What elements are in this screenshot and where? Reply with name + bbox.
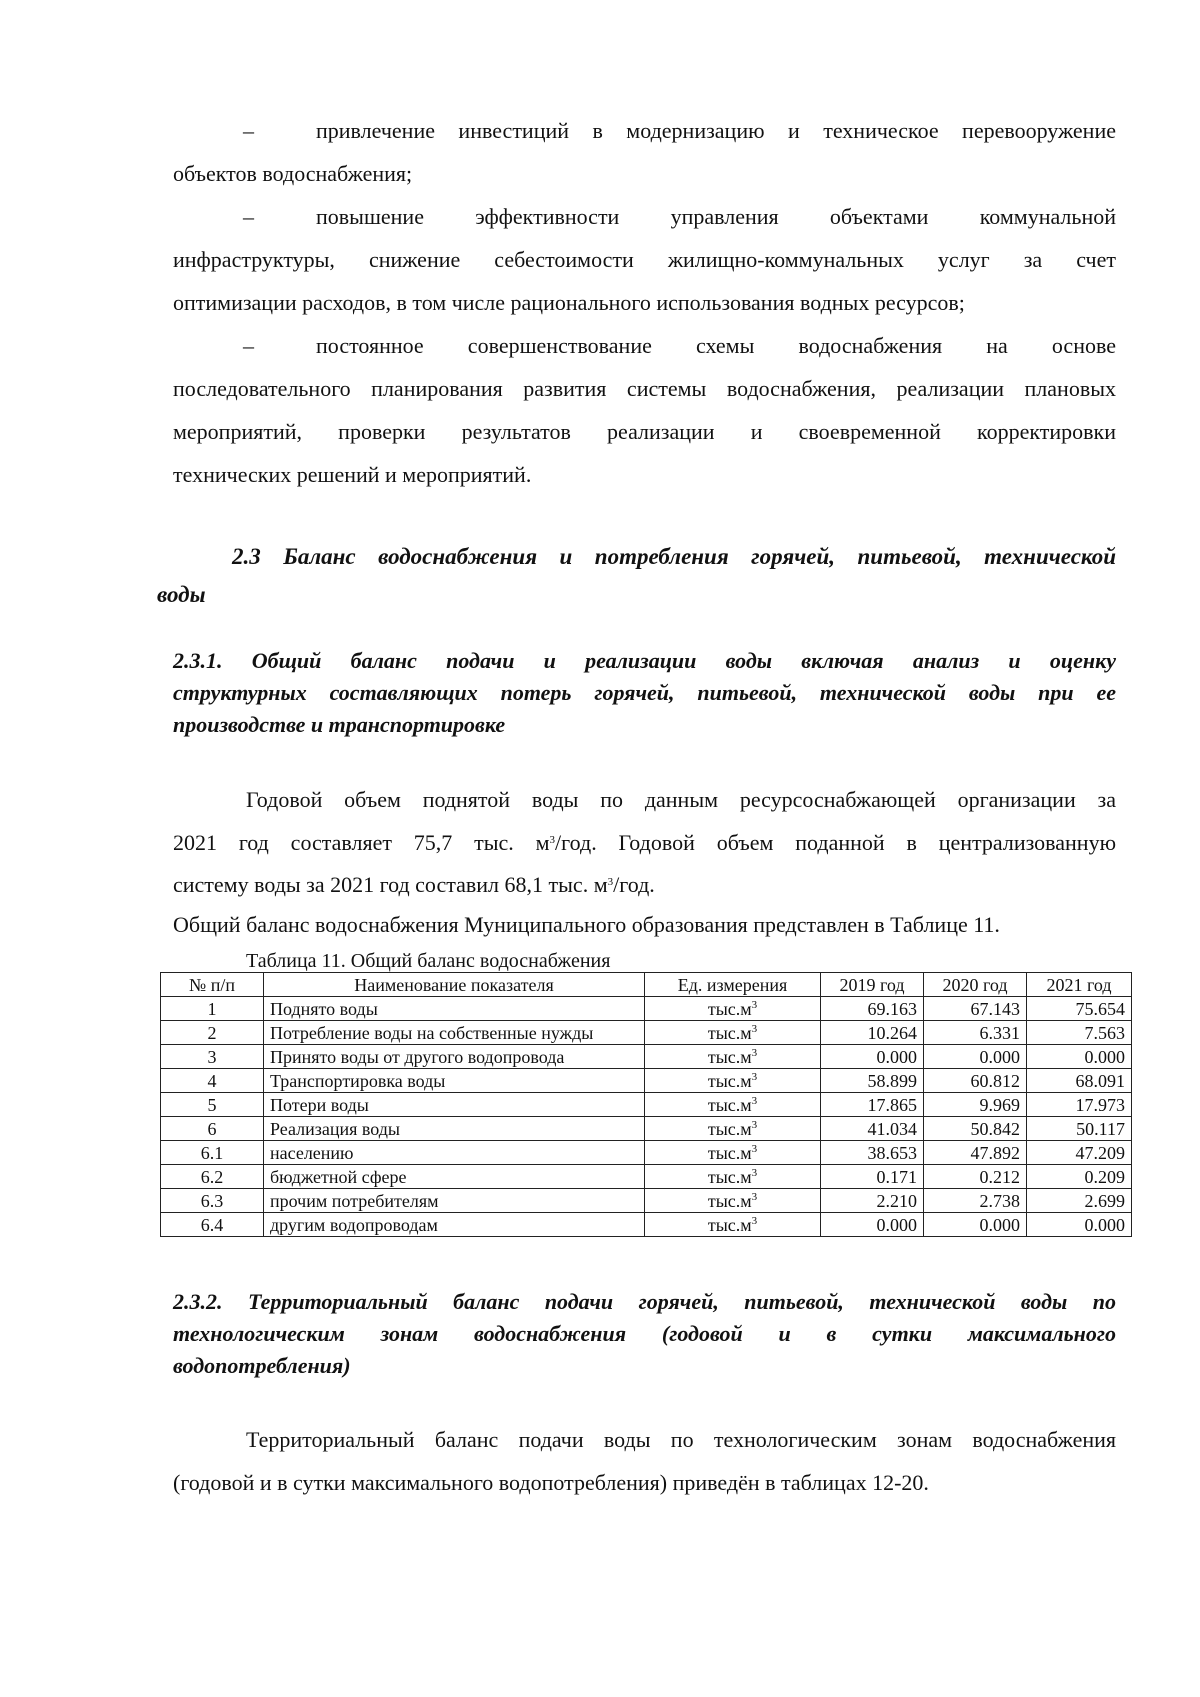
paragraph-1-line: Годовой объем поднятой воды по данным ресурсоснабжающей организации за — [246, 787, 1116, 812]
indicator-name-cell: Поднято воды — [264, 997, 645, 1021]
value-2020-cell: 6.331 — [924, 1021, 1027, 1045]
value-2019-cell: 69.163 — [821, 997, 924, 1021]
paragraph-1-line: 2021 год составляет 75,7 тыс. $м^3$/год. Годовой объем поданной в централизованную — [173, 830, 1116, 855]
bullet-1-continuation: объектов водоснабжения; — [173, 161, 413, 186]
unit-cell: $тыс.м^3$ — [645, 1021, 821, 1045]
value-2020-cell: 0.000 — [924, 1213, 1027, 1237]
table-caption: Таблица 11. Общий баланс водоснабжения — [246, 950, 611, 972]
bullet-1-text: привлечение инвестиций в модернизацию и техническое перевооружение — [316, 118, 1116, 143]
balance-table — [160, 972, 1132, 1237]
section-2-3-2-heading-cont: водопотребления) — [173, 1353, 351, 1378]
bullet-dash: – — [243, 118, 254, 143]
table-row — [161, 1069, 1132, 1093]
section-2-3-heading-cont: воды — [157, 582, 206, 607]
indicator-name-cell: прочим потребителям — [264, 1189, 645, 1213]
table-row — [161, 1141, 1132, 1165]
section-2-3-1-heading-cont: производстве и транспортировке — [173, 712, 506, 737]
table-row — [161, 1213, 1132, 1237]
value-2019-cell: 0.171 — [821, 1165, 924, 1189]
table-row — [161, 1165, 1132, 1189]
paragraph-2: Общий баланс водоснабжения Муниципального образования представлен в Таблице 11. — [173, 912, 1000, 937]
table-header-cell: № п/п — [161, 973, 264, 997]
table-header-row — [161, 973, 1132, 997]
table-row — [161, 1045, 1132, 1069]
value-2021-cell: 50.117 — [1027, 1117, 1132, 1141]
value-2021-cell: 0.209 — [1027, 1165, 1132, 1189]
value-2020-cell: 50.842 — [924, 1117, 1027, 1141]
table-header-cell: 2021 год — [1027, 973, 1132, 997]
table-row — [161, 1117, 1132, 1141]
value-2021-cell: 2.699 — [1027, 1189, 1132, 1213]
unit-cell: $тыс.м^3$ — [645, 1213, 821, 1237]
row-number-cell: 2 — [161, 1021, 264, 1045]
row-number-cell: 1 — [161, 997, 264, 1021]
value-2020-cell: 2.738 — [924, 1189, 1027, 1213]
row-number-cell: 6 — [161, 1117, 264, 1141]
value-2020-cell: 60.812 — [924, 1069, 1027, 1093]
bullet-3-continuation: технических решений и мероприятий. — [173, 462, 532, 487]
value-2020-cell: 9.969 — [924, 1093, 1027, 1117]
bullet-3-continuation: последовательного планирования развития системы водоснабжения, реализации плановых — [173, 376, 1116, 401]
bullet-3-text: постоянное совершенствование схемы водоснабжения на основе — [316, 333, 1116, 358]
section-2-3-2-heading: 2.3.2. Территориальный баланс подачи горячей, питьевой, технической воды по — [173, 1289, 1116, 1314]
bullet-3-continuation: мероприятий, проверки результатов реализации и своевременной корректировки — [173, 419, 1116, 444]
value-2020-cell: 67.143 — [924, 997, 1027, 1021]
table-header-cell: 2020 год — [924, 973, 1027, 997]
value-2019-cell: 38.653 — [821, 1141, 924, 1165]
table-row — [161, 997, 1132, 1021]
table-header-cell: Наименование показателя — [264, 973, 645, 997]
value-2020-cell: 0.000 — [924, 1045, 1027, 1069]
row-number-cell: 6.1 — [161, 1141, 264, 1165]
indicator-name-cell: Реализация воды — [264, 1117, 645, 1141]
indicator-name-cell: Транспортировка воды — [264, 1069, 645, 1093]
section-2-3-2-heading-cont: технологическим зонам водоснабжения (годовой и в сутки максимального — [173, 1321, 1116, 1346]
section-2-3-1-heading: 2.3.1. Общий баланс подачи и реализации воды включая анализ и оценку — [173, 648, 1116, 673]
unit-cell: $тыс.м^3$ — [645, 997, 821, 1021]
table-row — [161, 1021, 1132, 1045]
bullet-dash: – — [243, 333, 254, 358]
paragraph-1-line: систему воды за 2021 год составил 68,1 тыс. $м^3$/год. — [173, 872, 655, 897]
value-2021-cell: 68.091 — [1027, 1069, 1132, 1093]
table-row — [161, 1189, 1132, 1213]
value-2020-cell: 47.892 — [924, 1141, 1027, 1165]
bullet-2-text: повышение эффективности управления объектами коммунальной — [316, 204, 1116, 229]
row-number-cell: 5 — [161, 1093, 264, 1117]
bullet-2-continuation: оптимизации расходов, в том числе рационального использования водных ресурсов; — [173, 290, 965, 315]
value-2019-cell: 41.034 — [821, 1117, 924, 1141]
unit-cell: $тыс.м^3$ — [645, 1093, 821, 1117]
paragraph-3-line: (годовой и в сутки максимального водопотребления) приведён в таблицах 12-20. — [173, 1470, 929, 1495]
indicator-name-cell: населению — [264, 1141, 645, 1165]
value-2019-cell: 10.264 — [821, 1021, 924, 1045]
table-row — [161, 1093, 1132, 1117]
row-number-cell: 6.2 — [161, 1165, 264, 1189]
indicator-name-cell: Потребление воды на собственные нужды — [264, 1021, 645, 1045]
value-2019-cell: 2.210 — [821, 1189, 924, 1213]
value-2019-cell: 0.000 — [821, 1045, 924, 1069]
value-2021-cell: 0.000 — [1027, 1213, 1132, 1237]
value-2020-cell: 0.212 — [924, 1165, 1027, 1189]
table-header-cell: Ед. измерения — [645, 973, 821, 997]
value-2021-cell: 75.654 — [1027, 997, 1132, 1021]
unit-cell: $тыс.м^3$ — [645, 1141, 821, 1165]
unit-cell: $тыс.м^3$ — [645, 1069, 821, 1093]
row-number-cell: 4 — [161, 1069, 264, 1093]
value-2021-cell: 0.000 — [1027, 1045, 1132, 1069]
section-2-3-heading: 2.3 Баланс водоснабжения и потребления горячей, питьевой, технической — [232, 544, 1116, 569]
indicator-name-cell: бюджетной сфере — [264, 1165, 645, 1189]
value-2019-cell: 17.865 — [821, 1093, 924, 1117]
indicator-name-cell: Потери воды — [264, 1093, 645, 1117]
indicator-name-cell: Принято воды от другого водопровода — [264, 1045, 645, 1069]
value-2021-cell: 17.973 — [1027, 1093, 1132, 1117]
indicator-name-cell: другим водопроводам — [264, 1213, 645, 1237]
unit-cell: $тыс.м^3$ — [645, 1189, 821, 1213]
row-number-cell: 6.3 — [161, 1189, 264, 1213]
unit-cell: $тыс.м^3$ — [645, 1165, 821, 1189]
table-header-cell: 2019 год — [821, 973, 924, 997]
bullet-2-continuation: инфраструктуры, снижение себестоимости жилищно-коммунальных услуг за счет — [173, 247, 1116, 272]
section-2-3-1-heading-cont: структурных составляющих потерь горячей, питьевой, технической воды при ее — [173, 680, 1116, 705]
unit-cell: $тыс.м^3$ — [645, 1045, 821, 1069]
value-2019-cell: 0.000 — [821, 1213, 924, 1237]
value-2021-cell: 7.563 — [1027, 1021, 1132, 1045]
row-number-cell: 6.4 — [161, 1213, 264, 1237]
unit-cell: $тыс.м^3$ — [645, 1117, 821, 1141]
value-2021-cell: 47.209 — [1027, 1141, 1132, 1165]
paragraph-3-line: Территориальный баланс подачи воды по технологическим зонам водоснабжения — [246, 1427, 1116, 1452]
bullet-dash: – — [243, 204, 254, 229]
value-2019-cell: 58.899 — [821, 1069, 924, 1093]
row-number-cell: 3 — [161, 1045, 264, 1069]
